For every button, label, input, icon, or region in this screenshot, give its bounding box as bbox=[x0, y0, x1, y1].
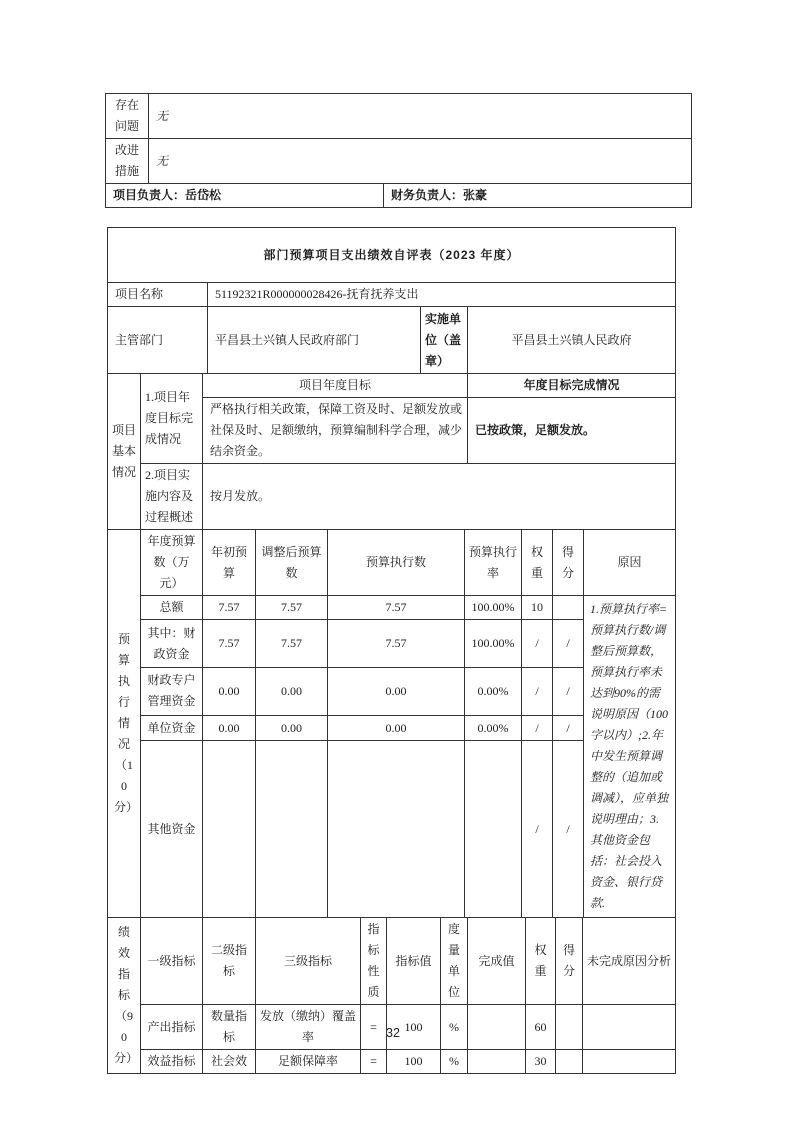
completion-header: 年度目标完成情况 bbox=[468, 374, 676, 398]
budget-header-score: 得分 bbox=[553, 530, 584, 596]
budget-rate bbox=[465, 741, 522, 918]
budget-weight: / bbox=[522, 668, 553, 716]
page-number: 32 bbox=[386, 1026, 400, 1040]
perf-header-score: 得分 bbox=[556, 918, 583, 1005]
budget-adjusted: 0.00 bbox=[256, 668, 328, 716]
annual-goal-text: 严格执行相关政策，保障工资及时、足额发放或社保及时、足额缴纳，预算编制科学合理，减少结余资金。 bbox=[203, 398, 468, 464]
basic-info-part bbox=[107, 373, 676, 530]
budget-executed bbox=[328, 741, 465, 918]
budget-score: / bbox=[553, 668, 584, 716]
budget-header-executed: 预算执行数 bbox=[328, 530, 465, 596]
budget-executed: 7.57 bbox=[328, 596, 465, 620]
perf-score bbox=[556, 1050, 583, 1074]
budget-header-row bbox=[108, 530, 676, 596]
implementation-row-label: 2.项目实施内容及过程概述 bbox=[141, 464, 203, 530]
perf-l1: 效益指标 bbox=[141, 1050, 203, 1074]
budget-initial: 7.57 bbox=[203, 620, 256, 668]
perf-l2: 数量指标 bbox=[203, 1005, 256, 1050]
title-row bbox=[108, 228, 676, 283]
dept-value: 平昌县土兴镇人民政府部门 bbox=[208, 307, 421, 374]
performance-part bbox=[107, 917, 676, 1074]
perf-header-actual: 完成值 bbox=[468, 918, 526, 1005]
project-manager: 项目负责人：岳岱松 bbox=[106, 184, 384, 208]
problems-value: 无 bbox=[149, 94, 692, 139]
perf-header-l3: 三级指标 bbox=[256, 918, 361, 1005]
budget-row-name: 其中：财政资金 bbox=[141, 620, 203, 668]
perf-l2: 社会效 bbox=[203, 1050, 256, 1074]
budget-rate: 0.00% bbox=[465, 715, 522, 740]
perf-actual bbox=[468, 1050, 526, 1074]
basic-section-label: 项目基本情况 bbox=[108, 374, 141, 530]
perf-unit: % bbox=[441, 1005, 468, 1050]
perf-header-nature: 指标性质 bbox=[361, 918, 387, 1005]
perf-header-target: 指标值 bbox=[387, 918, 441, 1005]
budget-header-weight: 权重 bbox=[522, 530, 553, 596]
perf-weight: 60 bbox=[526, 1005, 556, 1050]
perf-l3: 足额保障率 bbox=[256, 1050, 361, 1074]
budget-score bbox=[553, 596, 584, 620]
budget-executed: 7.57 bbox=[328, 620, 465, 668]
prev-eval-table bbox=[105, 93, 692, 208]
problems-label: 存在问题 bbox=[106, 94, 149, 139]
budget-row-name: 财政专户管理资金 bbox=[141, 668, 203, 716]
implementation-text: 按月发放。 bbox=[203, 464, 676, 530]
department-row bbox=[108, 307, 676, 374]
problems-row bbox=[106, 94, 692, 139]
budget-initial: 0.00 bbox=[203, 668, 256, 716]
budget-row-name: 单位资金 bbox=[141, 715, 203, 740]
budget-score: / bbox=[553, 741, 584, 918]
budget-rate: 0.00% bbox=[465, 668, 522, 716]
budget-part bbox=[107, 529, 676, 918]
budget-section-label: 预算执行情况（10分） bbox=[108, 530, 141, 918]
perf-reason bbox=[583, 1050, 676, 1074]
budget-executed: 0.00 bbox=[328, 668, 465, 716]
perf-l3: 发放（缴纳）覆盖率 bbox=[256, 1005, 361, 1050]
perf-header-l2: 二级指标 bbox=[203, 918, 256, 1005]
impl-unit-value: 平昌县土兴镇人民政府 bbox=[468, 307, 676, 374]
budget-weight: / bbox=[522, 715, 553, 740]
budget-row-name: 总额 bbox=[141, 596, 203, 620]
perf-target: 100 bbox=[387, 1005, 441, 1050]
budget-header-category: 年度预算数（万元） bbox=[141, 530, 203, 596]
project-name-value: 51192321R000000028426-抚育抚养支出 bbox=[208, 283, 676, 307]
project-name-label: 项目名称 bbox=[108, 283, 208, 307]
budget-weight: / bbox=[522, 741, 553, 918]
perf-header-unit: 度量单位 bbox=[441, 918, 468, 1005]
self-eval-header-part bbox=[107, 227, 676, 374]
budget-weight: 10 bbox=[522, 596, 553, 620]
perf-header-l1: 一级指标 bbox=[141, 918, 203, 1005]
perf-nature: = bbox=[361, 1050, 387, 1074]
perf-unit: % bbox=[441, 1050, 468, 1074]
implementation-row bbox=[108, 464, 676, 530]
budget-adjusted: 7.57 bbox=[256, 596, 328, 620]
perf-row-benefit bbox=[108, 1050, 676, 1074]
improvement-value: 无 bbox=[149, 139, 692, 184]
perf-weight: 30 bbox=[526, 1050, 556, 1074]
budget-initial: 0.00 bbox=[203, 715, 256, 740]
perf-header-weight: 权重 bbox=[526, 918, 556, 1005]
annual-goal-header: 项目年度目标 bbox=[203, 374, 468, 398]
budget-weight: / bbox=[522, 620, 553, 668]
finance-manager: 财务负责人：张豪 bbox=[384, 184, 692, 208]
perf-nature: = bbox=[361, 1005, 387, 1050]
annual-goal-row-label: 1.项目年度目标完成情况 bbox=[141, 374, 203, 464]
improvement-row bbox=[106, 139, 692, 184]
budget-reason-text: 1.预算执行率=预算执行数/调整后预算数，预算执行率未达到90%的需说明原因（100字以内）;2.年中发生预算调整的（追加或调减），应单独说明理由；3.其他资金包括：社会投入资金、银行贷款. bbox=[584, 596, 676, 918]
budget-score: / bbox=[553, 715, 584, 740]
completion-text: 已按政策，足额发放。 bbox=[468, 398, 676, 464]
self-eval-table bbox=[107, 227, 675, 1074]
budget-initial: 7.57 bbox=[203, 596, 256, 620]
budget-header-adjusted: 调整后预算数 bbox=[256, 530, 328, 596]
perf-header-reason: 未完成原因分析 bbox=[583, 918, 676, 1005]
budget-executed: 0.00 bbox=[328, 715, 465, 740]
budget-row-name: 其他资金 bbox=[141, 741, 203, 918]
budget-rate: 100.00% bbox=[465, 620, 522, 668]
improvement-label: 改进措施 bbox=[106, 139, 149, 184]
table-title: 部门预算项目支出绩效自评表（2023 年度） bbox=[108, 228, 676, 283]
budget-header-reason: 原因 bbox=[584, 530, 676, 596]
dept-label: 主管部门 bbox=[108, 307, 208, 374]
project-name-row bbox=[108, 283, 676, 307]
impl-unit-label: 实施单位（盖章） bbox=[421, 307, 468, 374]
budget-row-total bbox=[108, 596, 676, 620]
budget-header-rate: 预算执行率 bbox=[465, 530, 522, 596]
budget-adjusted bbox=[256, 741, 328, 918]
budget-adjusted: 0.00 bbox=[256, 715, 328, 740]
managers-row bbox=[106, 184, 692, 208]
budget-adjusted: 7.57 bbox=[256, 620, 328, 668]
perf-target: 100 bbox=[387, 1050, 441, 1074]
budget-initial bbox=[203, 741, 256, 918]
perf-l1: 产出指标 bbox=[141, 1005, 203, 1050]
budget-score: / bbox=[553, 620, 584, 668]
basic-header-row bbox=[108, 374, 676, 398]
performance-header-row bbox=[108, 918, 676, 1005]
performance-section-label: 绩效指标（90分） bbox=[108, 918, 141, 1074]
budget-header-initial: 年初预算 bbox=[203, 530, 256, 596]
budget-rate: 100.00% bbox=[465, 596, 522, 620]
